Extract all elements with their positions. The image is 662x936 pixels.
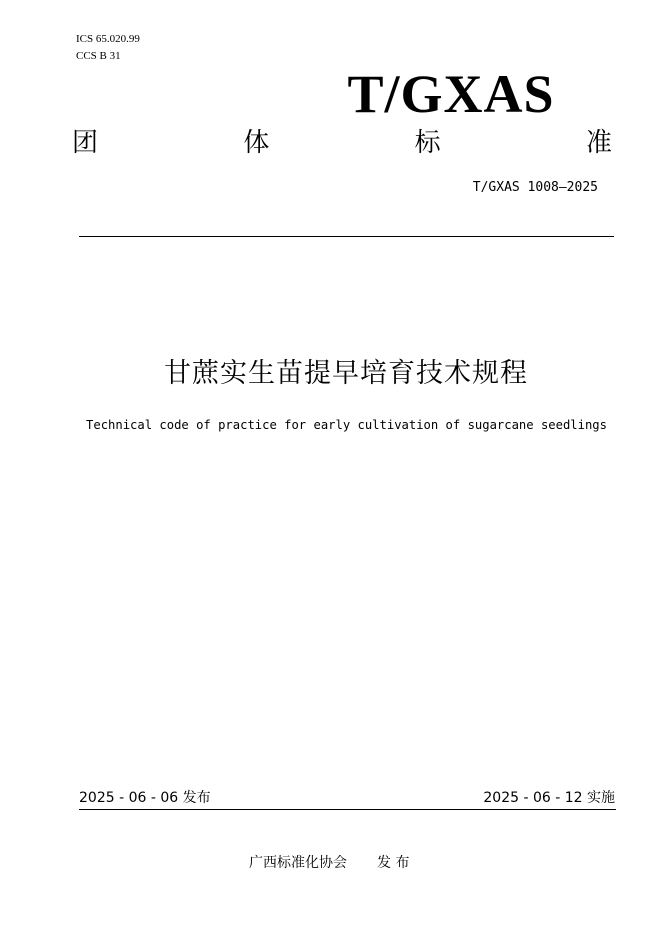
standard-type-char: 体 xyxy=(243,128,270,158)
standard-type-heading xyxy=(72,127,612,159)
standard-type-char: 团 xyxy=(72,128,99,158)
document-title-english: Technical code of practice for early cultivation of sugarcane seedlings xyxy=(86,418,607,432)
bottom-divider xyxy=(79,809,616,810)
ics-code: ICS 65.020.99 xyxy=(76,33,140,45)
issue-date: 2025 - 06 - 06 发布 xyxy=(79,790,211,806)
standard-brand-logo: T/GXAS xyxy=(347,64,555,124)
document-title-chinese: 甘蔗实生苗提早培育技术规程 xyxy=(164,358,528,389)
publish-label: 发 布 xyxy=(377,855,410,871)
standard-type-char: 准 xyxy=(585,128,612,158)
publisher-name: 广西标准化协会 xyxy=(249,855,347,871)
ccs-code: CCS B 31 xyxy=(76,50,121,62)
standard-type-char: 标 xyxy=(414,128,441,158)
standard-number: T/GXAS 1008—2025 xyxy=(472,180,598,195)
top-divider xyxy=(79,236,614,237)
publisher-line xyxy=(249,854,409,872)
implementation-date: 2025 - 06 - 12 实施 xyxy=(483,790,615,806)
